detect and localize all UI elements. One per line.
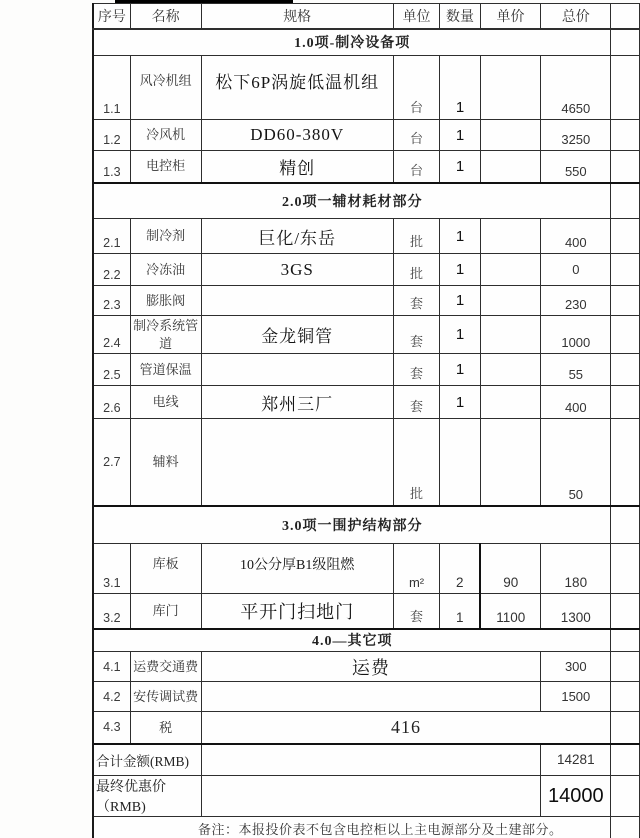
cell-unit: 批 xyxy=(393,419,439,506)
cell-name: 辅料 xyxy=(130,419,201,506)
cell-unit: 台 xyxy=(393,120,439,151)
cell-unit: 套 xyxy=(393,286,439,316)
table-row xyxy=(93,151,640,183)
table-row xyxy=(93,712,640,744)
cell-qty: 1 xyxy=(440,386,481,419)
extra-cell xyxy=(611,544,640,594)
extra-cell xyxy=(611,151,640,183)
cell-no: 2.2 xyxy=(93,254,130,286)
cell-qty: 2 xyxy=(440,544,481,594)
cell-qty: 1 xyxy=(440,56,481,120)
cell-spec: 郑州三厂 xyxy=(201,386,393,419)
cell-unit: m² xyxy=(393,544,439,594)
cell-qty: 1 xyxy=(440,151,481,183)
summary-label: 合计金额(RMB) xyxy=(93,744,201,776)
cell-spec: 松下6P涡旋低温机组 xyxy=(201,56,393,120)
cell-no: 3.2 xyxy=(93,594,130,629)
cell-total: 55 xyxy=(541,354,611,386)
summary-spacer xyxy=(201,776,541,817)
cell-no: 4.3 xyxy=(93,712,130,744)
cell-qty xyxy=(440,419,481,506)
extra-cell xyxy=(611,682,640,712)
cell-unit: 批 xyxy=(393,254,439,286)
cell-no: 1.2 xyxy=(93,120,130,151)
section-title-row xyxy=(93,506,640,544)
header-unit: 单位 xyxy=(393,4,439,29)
extra-cell xyxy=(611,386,640,419)
extra-cell xyxy=(611,744,640,776)
cell-no: 2.6 xyxy=(93,386,130,419)
table-row xyxy=(93,682,640,712)
cell-unit-price xyxy=(480,219,540,254)
cell-total: 50 xyxy=(541,419,611,506)
cell-spec xyxy=(201,286,393,316)
cell-no: 3.1 xyxy=(93,544,130,594)
extra-cell xyxy=(611,594,640,629)
table-row xyxy=(93,594,640,629)
cell-no: 2.1 xyxy=(93,219,130,254)
summary-value: 14000 xyxy=(541,776,611,817)
cell-name: 电线 xyxy=(130,386,201,419)
cell-qty: 1 xyxy=(440,594,481,629)
cell-spec: 10公分厚B1级阻燃 xyxy=(201,544,393,594)
cell-spec: 3GS xyxy=(201,254,393,286)
cell-unit: 台 xyxy=(393,56,439,120)
header-extra xyxy=(611,4,640,29)
cell-spec: 精创 xyxy=(201,151,393,183)
summary-row xyxy=(93,776,640,817)
summary-value: 14281 xyxy=(541,744,611,776)
section-title: 3.0项一围护结构部分 xyxy=(93,506,611,544)
table-row xyxy=(93,254,640,286)
extra-cell xyxy=(611,629,640,652)
cell-spec: 运费 xyxy=(201,652,541,682)
cell-unit: 套 xyxy=(393,594,439,629)
cell-qty: 1 xyxy=(440,316,481,354)
table-row xyxy=(93,56,640,120)
cell-unit-price xyxy=(480,151,540,183)
cell-qty: 1 xyxy=(440,354,481,386)
cell-spec: 巨化/东岳 xyxy=(201,219,393,254)
section-title-row xyxy=(93,183,640,219)
cell-total: 1500 xyxy=(541,682,611,712)
cell-unit: 套 xyxy=(393,316,439,354)
cell-total: 230 xyxy=(541,286,611,316)
extra-cell xyxy=(611,652,640,682)
extra-cell xyxy=(611,183,640,219)
cell-spec xyxy=(201,419,393,506)
section-title: 4.0—其它项 xyxy=(93,629,611,652)
header-spec: 规格 xyxy=(201,4,393,29)
cell-name: 冷风机 xyxy=(130,120,201,151)
cell-name: 制冷系统管道 xyxy=(130,316,201,354)
extra-cell xyxy=(611,286,640,316)
cell-unit-price xyxy=(480,56,540,120)
extra-cell xyxy=(611,316,640,354)
quotation-table xyxy=(92,3,640,838)
section-title-row xyxy=(93,629,640,652)
table-row xyxy=(93,652,640,682)
cell-unit: 台 xyxy=(393,151,439,183)
cell-qty: 1 xyxy=(440,286,481,316)
table-row xyxy=(93,354,640,386)
cell-total: 550 xyxy=(541,151,611,183)
cell-name: 运费交通费 xyxy=(130,652,201,682)
table-row xyxy=(93,544,640,594)
cell-total: 1000 xyxy=(541,316,611,354)
cell-spec xyxy=(201,682,541,712)
table-row xyxy=(93,286,640,316)
section-title: 2.0项一辅材耗材部分 xyxy=(93,183,611,219)
cell-total: 300 xyxy=(541,652,611,682)
cell-qty: 1 xyxy=(440,219,481,254)
extra-cell xyxy=(611,56,640,120)
cell-unit: 套 xyxy=(393,354,439,386)
remark-text: 备注：本报投价表不包含电控柜以上主电源部分及土建部分。 xyxy=(93,817,611,838)
cell-name: 安传调试费 xyxy=(130,682,201,712)
summary-spacer xyxy=(201,744,541,776)
cell-no: 4.1 xyxy=(93,652,130,682)
extra-cell xyxy=(611,712,640,744)
cell-total: 0 xyxy=(541,254,611,286)
cell-name: 电控柜 xyxy=(130,151,201,183)
cell-name: 管道保温 xyxy=(130,354,201,386)
cell-name: 冷冻油 xyxy=(130,254,201,286)
cell-total: 3250 xyxy=(541,120,611,151)
cell-name: 库板 xyxy=(130,544,201,594)
cell-unit-price xyxy=(480,386,540,419)
cell-no: 1.1 xyxy=(93,56,130,120)
cell-spec: 416 xyxy=(201,712,611,744)
table-row xyxy=(93,219,640,254)
cell-no: 4.2 xyxy=(93,682,130,712)
extra-cell xyxy=(611,120,640,151)
extra-cell xyxy=(611,354,640,386)
cell-spec: 金龙铜管 xyxy=(201,316,393,354)
extra-cell xyxy=(611,506,640,544)
cell-total: 4650 xyxy=(541,56,611,120)
header-no: 序号 xyxy=(93,4,130,29)
header-unit-price: 单价 xyxy=(480,4,540,29)
cell-unit-price xyxy=(480,419,540,506)
cell-unit: 批 xyxy=(393,219,439,254)
cell-total: 180 xyxy=(541,544,611,594)
table-row xyxy=(93,120,640,151)
cell-spec: 平开门扫地门 xyxy=(201,594,393,629)
extra-cell xyxy=(611,419,640,506)
cell-qty: 1 xyxy=(440,120,481,151)
section-title-row xyxy=(93,29,640,56)
cell-no: 2.4 xyxy=(93,316,130,354)
cell-unit-price xyxy=(480,120,540,151)
cell-no: 2.5 xyxy=(93,354,130,386)
cell-total: 400 xyxy=(541,386,611,419)
table-row xyxy=(93,316,640,354)
header-row xyxy=(93,4,640,29)
cell-unit-price xyxy=(480,354,540,386)
header-name: 名称 xyxy=(130,4,201,29)
extra-cell xyxy=(611,29,640,56)
cell-unit-price: 90 xyxy=(480,544,540,594)
summary-row xyxy=(93,744,640,776)
cell-name: 膨胀阀 xyxy=(130,286,201,316)
extra-cell xyxy=(611,776,640,817)
header-qty: 数量 xyxy=(440,4,481,29)
cell-name: 风冷机组 xyxy=(130,56,201,120)
cell-unit: 套 xyxy=(393,386,439,419)
cell-unit-price xyxy=(480,316,540,354)
cell-no: 1.3 xyxy=(93,151,130,183)
cell-no: 2.3 xyxy=(93,286,130,316)
table-row xyxy=(93,386,640,419)
extra-cell xyxy=(611,219,640,254)
section-title: 1.0项-制冷设备项 xyxy=(93,29,611,56)
table-row xyxy=(93,419,640,506)
cell-no: 2.7 xyxy=(93,419,130,506)
cell-name: 税 xyxy=(130,712,201,744)
cell-unit-price xyxy=(480,254,540,286)
cell-qty: 1 xyxy=(440,254,481,286)
extra-cell xyxy=(611,254,640,286)
cell-name: 制冷剂 xyxy=(130,219,201,254)
cell-spec xyxy=(201,354,393,386)
cell-unit-price: 1100 xyxy=(480,594,540,629)
cell-name: 库门 xyxy=(130,594,201,629)
extra-cell xyxy=(611,817,640,838)
summary-label: 最终优惠价（RMB) xyxy=(93,776,201,817)
remark-row xyxy=(93,817,640,838)
cell-total: 1300 xyxy=(541,594,611,629)
header-total: 总价 xyxy=(541,4,611,29)
cell-spec: DD60-380V xyxy=(201,120,393,151)
cell-unit-price xyxy=(480,286,540,316)
cell-total: 400 xyxy=(541,219,611,254)
